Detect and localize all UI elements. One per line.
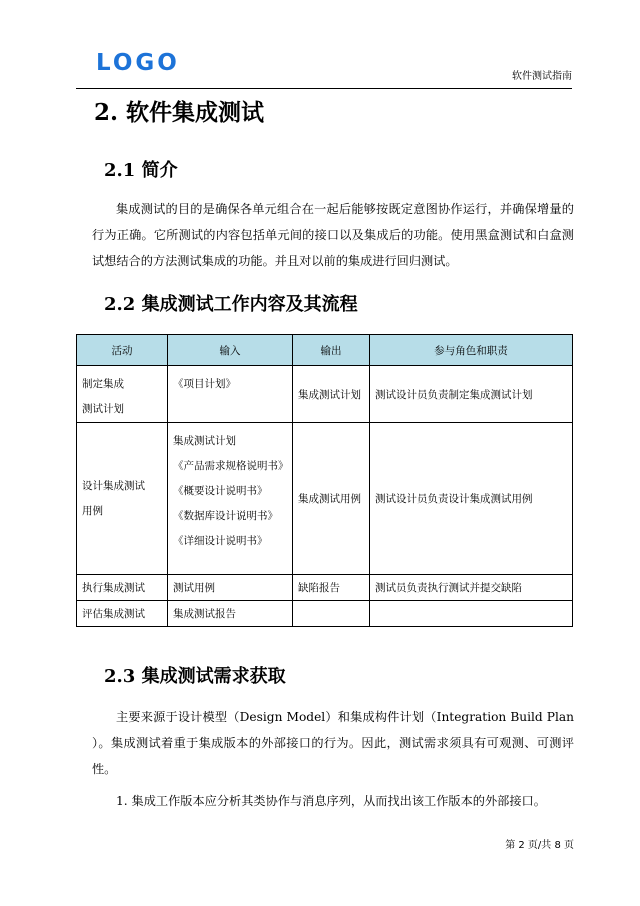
table-cell-role — [370, 601, 573, 627]
table-cell-activity: 设计集成测试 用例 — [77, 423, 168, 575]
table-cell-activity: 制定集成 测试计划 — [77, 366, 168, 423]
heading-2-3: 2.3 集成测试需求获取 — [104, 666, 286, 687]
table-cell-output: 集成测试计划 — [293, 366, 370, 423]
table-header-role: 参与角色和职责 — [370, 335, 573, 366]
table-cell-output — [293, 601, 370, 627]
table-header-output: 输出 — [293, 335, 370, 366]
table-cell-input: 测试用例 — [168, 575, 293, 601]
table-cell-input: 集成测试计划 《产品需求规格说明书》 《概要设计说明书》 《数据库设计说明书》 《详细设计说明书》 — [168, 423, 293, 575]
table-header-input: 输入 — [168, 335, 293, 366]
heading-2-2: 2.2 集成测试工作内容及其流程 — [104, 294, 358, 315]
table-row — [77, 601, 573, 627]
requirements-paragraph: 主要来源于设计模型（Design Model）和集成构件计划（Integration Build Plan ）。集成测试着重于集成版本的外部接口的行为。因此，测试需求须具有可观测、可测评性。 — [92, 710, 574, 776]
table-header-activity: 活动 — [77, 335, 168, 366]
section-title: 2. 软件集成测试 — [94, 99, 265, 126]
table-cell-input: 集成测试报告 — [168, 601, 293, 627]
heading-2-1: 2.1 简介 — [104, 160, 178, 181]
logo: LOGO — [96, 50, 180, 76]
page-number: 第 2 页/共 8 页 — [505, 840, 574, 851]
table-cell-output: 缺陷报告 — [293, 575, 370, 601]
table-cell-role: 测试设计员负责制定集成测试计划 — [370, 366, 573, 423]
table-row — [77, 423, 573, 575]
list-item: 1. 集成工作版本应分析其类协作与消息序列，从而找出该工作版本的外部接口。 — [116, 794, 546, 808]
table-cell-input: 《项目计划》 — [168, 366, 293, 423]
table-cell-activity: 评估集成测试 — [77, 601, 168, 627]
table-cell-activity: 执行集成测试 — [77, 575, 168, 601]
table-cell-role: 测试设计员负责设计集成测试用例 — [370, 423, 573, 575]
table-cell-role: 测试员负责执行测试并提交缺陷 — [370, 575, 573, 601]
table-row — [77, 366, 573, 423]
table-cell-output: 集成测试用例 — [293, 423, 370, 575]
table-row — [77, 575, 573, 601]
page-header — [76, 50, 572, 89]
workflow-table — [76, 334, 573, 627]
header-doc-title: 软件测试指南 — [512, 71, 572, 82]
intro-paragraph: 集成测试的目的是确保各单元组合在一起后能够按既定意图协作运行，并确保增量的行为正确。它所测试的内容包括单元间的接口以及集成后的功能。使用黑盒测试和白盒测试想结合的方法测试集成的功能。并且对以前的集成进行回归测试。 — [92, 202, 574, 268]
table-header-row — [77, 335, 573, 366]
